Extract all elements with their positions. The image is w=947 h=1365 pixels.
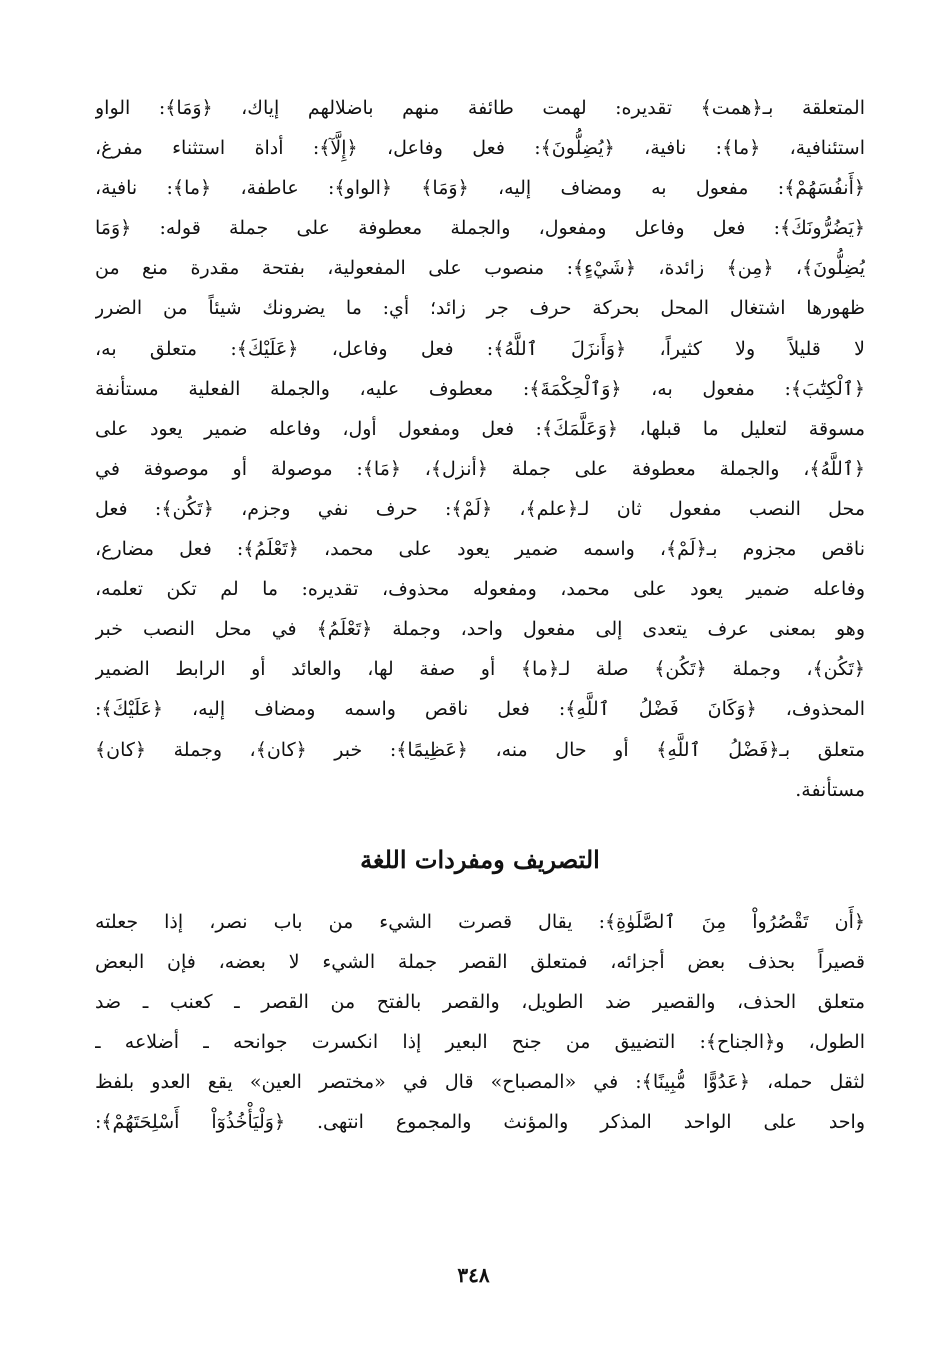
text-line: واحد على الواحد المذكر والمؤنث والمجموع انتهى. ﴿وَلْيَأْخُذُوٓاْ أَسْلِحَتَهُمْ﴾: xyxy=(95,1111,865,1134)
text-line: ﴿أَنفُسَهُمْ﴾: مفعول به ومضاف إليه، ﴿وَمَا﴾ ﴿الواو﴾: عاطفة، ﴿ما﴾: نافية، xyxy=(95,177,865,200)
text-line: مستأنفة. xyxy=(795,778,865,801)
text-line: محل النصب مفعول ثان لـ﴿علم﴾، ﴿لَمْ﴾: حرف نفي وجزم، ﴿تَكُن﴾: فعل xyxy=(95,497,865,520)
text-line: ﴿أَن تَقْصُرُواْ مِنَ ٱلصَّلَوٰةِ﴾: يقال قصرت الشيء من باب نصر، إذا جعلته xyxy=(95,910,865,933)
text-line: لثقل حمله، ﴿عَدُوًّا مُّبِينًا﴾: في «المصباح» قال في «مختصر العين» يقع العدو بلفظ xyxy=(95,1071,865,1094)
text-line: متعلق بـ﴿فَضْلُ ٱللَّهِ﴾ أو حال منه، ﴿عَظِيمًا﴾: خبر ﴿كان﴾، وجملة ﴿كان﴾ xyxy=(95,738,865,761)
text-line: ﴿يَضُرُّونَكَ﴾: فعل وفاعل ومفعول، والجملة معطوفة على جملة قوله: ﴿وَمَا xyxy=(95,217,865,240)
document-page xyxy=(95,88,865,1142)
text-line: متعلق الحذف، والقصير ضد الطويل، والقصر بالفتح من القصر ـ كعنب ـ ضد xyxy=(95,990,865,1013)
text-line: ﴿ٱللَّهُ﴾، والجملة معطوفة على جملة ﴿أنزل﴾، ﴿مَا﴾: موصولة أو موصوفة في xyxy=(95,457,865,480)
text-line: استئنافية، ﴿ما﴾: نافية، ﴿يُضِلُّونَ﴾: فعل وفاعل، ﴿إِلَّآ﴾: أداة استثناء مفرغ، xyxy=(95,137,865,160)
paragraph-grammar-analysis xyxy=(95,88,865,810)
text-line: ﴿تَكُن﴾، وجملة ﴿تَكُن﴾ صلة لـ﴿ما﴾ أو صفة لها، والعائد أو الرابط الضمير xyxy=(95,658,865,681)
text-line: المتعلقة بـ﴿همت﴾ تقديره: لهمت طائفة منهم باضلالهم إياك، ﴿وَمَا﴾: الواو xyxy=(95,97,865,119)
text-line: لا قليلاً ولا كثيراً، ﴿وَأَنزَلَ ٱللَّهُ﴾: فعل وفاعل، ﴿عَلَيْكَ﴾: متعلق به، xyxy=(95,337,865,360)
text-line: يُضِلُّونَ﴾، ﴿مِن﴾ زائدة، ﴿شَيْءٍ﴾: منصوب على المفعولية، بفتحة مقدرة منع من xyxy=(95,257,865,280)
text-line: الطول، و﴿الجناح﴾: التضييق من جنح البعير إذا انكسرت جوانحه ـ أضلاعه ـ xyxy=(95,1030,865,1053)
text-line: ناقص مجزوم بـ﴿لَمْ﴾، واسمه ضمير يعود على محمد، ﴿تَعْلَمُ﴾: فعل مضارع، xyxy=(95,538,865,561)
text-line: المحذوف، ﴿وَكَانَ فَضْلُ ٱللَّهِ﴾: فعل ناقص واسمه ومضاف إليه، ﴿عَلَيْكَ﴾: xyxy=(95,698,865,721)
text-line: وهو بمعنى عرف يتعدى إلى مفعول واحد، وجملة ﴿تَعْلَمُ﴾ في محل النصب خبر xyxy=(95,618,865,641)
paragraph-morphology xyxy=(95,902,865,1143)
page-number: ٣٤٨ xyxy=(457,1263,490,1287)
section-heading: التصريف ومفردات اللغة xyxy=(360,844,600,874)
text-line: ظهورها اشتغال المحل بحركة حرف جر زائد؛ أي: ما يضرونك شيئاً من الضرر xyxy=(95,297,865,320)
text-line: وفاعله ضمير يعود على محمد، ومفعوله محذوف، تقديره: ما لم تكن تعلمه، xyxy=(95,578,865,601)
text-line: ﴿ٱلْكِتَٰبَ﴾: مفعول به، ﴿وَٱلْحِكْمَةَ﴾: معطوف عليه، والجملة الفعلية مستأنفة xyxy=(95,377,865,400)
text-line: قصيراً بحذف بعض أجزائه، فمتعلق القصر جملة الشيء لا بعضه، فإن البعض xyxy=(95,950,865,973)
text-line: مسوقة لتعليل ما قبلها، ﴿وَعَلَّمَكَ﴾: فعل ومفعول أول، وفاعله ضمير يعود على xyxy=(95,417,865,440)
